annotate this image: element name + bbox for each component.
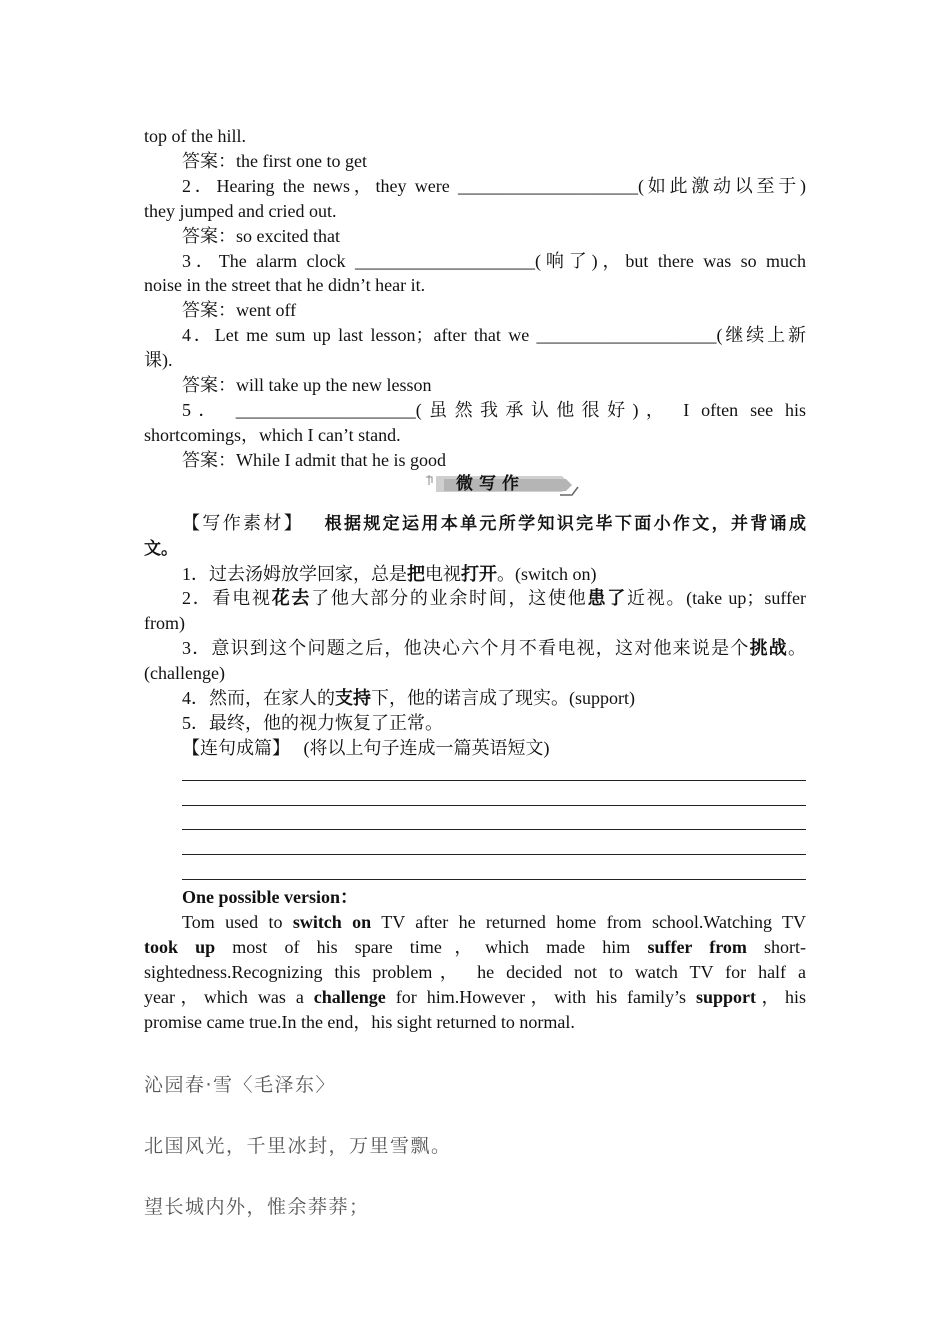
answer-text: so excited that bbox=[236, 225, 340, 246]
sentence-2-cont: from) bbox=[144, 613, 185, 634]
connect-label: 【连句成篇】 bbox=[182, 737, 290, 758]
answer-line bbox=[144, 149, 806, 174]
poem-title: 沁园春·雪〈毛泽东〉 bbox=[144, 1074, 337, 1096]
answer-label: 答案： bbox=[182, 225, 236, 246]
question-3-line-2: noise in the street that he didn’t hear it. bbox=[144, 275, 426, 296]
version-line-1: Tom used to switch on TV after he returned home from school.Watching TV bbox=[182, 912, 806, 933]
answer-line bbox=[144, 298, 806, 323]
material-instruction: 根据规定运用本单元所学知识完毕下面小作文，并背诵成 bbox=[324, 513, 807, 534]
version-line-4: year，which was a challenge for him.However，with his family’s support，his bbox=[144, 986, 806, 1007]
question-2-line-2: they jumped and cried out. bbox=[144, 200, 337, 221]
question-4-line-2: 课). bbox=[144, 350, 173, 371]
version-label: One possible version： bbox=[182, 887, 359, 908]
banner-title: 微写作 bbox=[456, 473, 525, 494]
answer-blank-line[interactable] bbox=[182, 835, 806, 860]
answer-label: 答案： bbox=[182, 449, 236, 470]
answer-text: While I admit that he is good bbox=[236, 449, 446, 470]
exercise-block bbox=[144, 124, 806, 1035]
question-5-line-2: shortcomings，which I can’t stand. bbox=[144, 424, 401, 445]
question-2-line-1: 2．Hearing the news，they were ____________________(如此激动以至于) bbox=[182, 175, 806, 196]
poem-line-1: 北国风光，千里冰封，万里雪飘。 bbox=[144, 1135, 452, 1157]
sentence-3: 3．意识到这个问题之后，他决心六个月不看电视，这对他来说是个挑战。 bbox=[182, 638, 806, 659]
sentence-2: 2．看电视花去了他大部分的业余时间，这使他患了近视。(take up；suffer bbox=[182, 588, 807, 609]
material-line bbox=[144, 511, 806, 537]
sentence-4: 4．然而，在家人的支持下，他的诺言成了现实。(support) bbox=[182, 688, 635, 709]
answer-label: 答案： bbox=[182, 300, 236, 321]
version-line-5: promise came true.In the end，his sight returned to normal. bbox=[144, 1011, 575, 1032]
poem-line-2: 望长城内外，惟余莽莽； bbox=[144, 1196, 370, 1218]
text-line: top of the hill. bbox=[144, 126, 246, 146]
material-instruction-cont: 文。 bbox=[144, 538, 178, 559]
answer-line bbox=[144, 373, 806, 398]
section-banner bbox=[144, 473, 806, 497]
answer-blank-line[interactable] bbox=[182, 786, 806, 811]
answer-line bbox=[144, 448, 806, 473]
question-4-line-1: 4．Let me sum up last lesson；after that we ____________________(继续上新 bbox=[182, 325, 806, 346]
answer-text: went off bbox=[236, 300, 297, 321]
answer-label: 答案： bbox=[182, 375, 236, 396]
question-5-line-1: 5． ____________________(虽然我承认他很好)， I often see his bbox=[182, 399, 806, 420]
answer-text: the first one to get bbox=[236, 150, 367, 171]
material-label: 【写作素材】 bbox=[182, 512, 305, 533]
version-line-2: took up most of his spare time，which made him suffer from short- bbox=[144, 937, 807, 958]
connect-instruction: (将以上句子连成一篇英语短文) bbox=[303, 737, 550, 758]
sentence-1: 1．过去汤姆放学回家，总是把电视打开。(switch on) bbox=[182, 563, 597, 584]
question-3-line-1: 3．The alarm clock ____________________(响了)，but there was so much bbox=[182, 250, 806, 271]
answer-line bbox=[144, 224, 806, 249]
answer-blank-line[interactable] bbox=[182, 811, 806, 836]
connect-line bbox=[144, 736, 806, 761]
answer-text: will take up the new lesson bbox=[236, 375, 432, 396]
answer-label: 答案： bbox=[182, 150, 236, 171]
version-line-3: sightedness.Recognizing this problem， he decided not to watch TV for half a bbox=[144, 961, 806, 982]
sentence-5: 5．最终，他的视力恢复了正常。 bbox=[182, 712, 443, 733]
sentence-3-cont: (challenge) bbox=[144, 663, 225, 684]
answer-blank-line[interactable] bbox=[182, 761, 806, 786]
answer-blank-line[interactable] bbox=[182, 860, 806, 885]
